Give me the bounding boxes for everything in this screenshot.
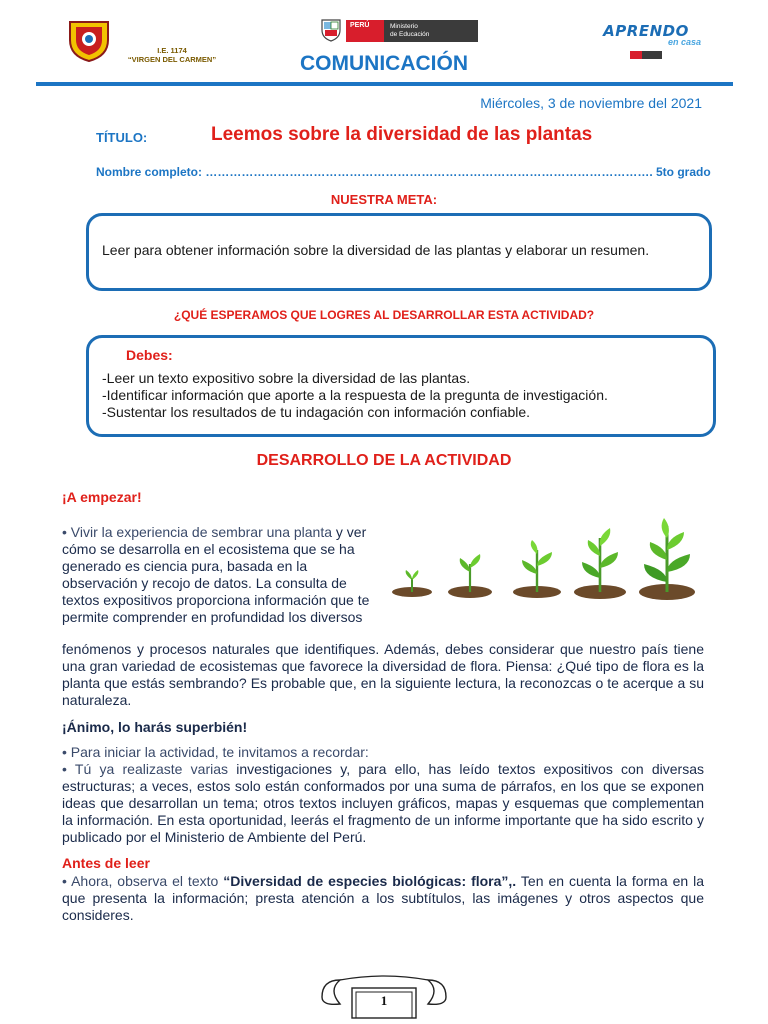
debes-item: -Leer un texto expositivo sobre la diversidad de las plantas. [102,370,471,386]
intro-paragraph-bottom: fenómenos y procesos naturales que identifiques. Además, debes considerar que nuestro país tiene una gran variedad de ecosistemas que favorece la diversidad de flora. Piensa: ¿Qué tipo de flora es la planta que estás sembrando? Es probable que, en la siguiente lectura, la reconozcas o te acerque a su naturaleza. [62,641,704,708]
debes-item: -Identificar información que aporte a la respuesta de la pregunta de investigación. [102,387,608,403]
aprendo-subtitle: en casa [667,37,701,47]
page-number: 1 [380,993,388,1008]
animo-heading: ¡Ánimo, lo harás superbién! [62,719,248,735]
meta-text: Leer para obtener información sobre la diversidad de las plantas y elaborar un resumen. [102,242,650,258]
desarrollo-heading: DESARROLLO DE LA ACTIVIDAD [256,452,512,469]
intro-paragraph-top [62,524,372,626]
intro-bullet: • Vivir la experiencia de sembrar una planta [62,524,333,540]
recordar-bullet: • Tú ya realizaste varias [62,761,229,777]
seedling-stage-2 [448,554,492,598]
minedu-country: PERÚ [346,20,384,42]
minedu-name-line1: Ministerio [390,23,418,30]
seedling-stage-1 [392,570,432,597]
school-name-text: “VIRGEN DEL CARMEN” [127,55,217,64]
seedling-stage-5 [639,518,695,600]
antes-text: Ten en cuenta la forma en la que presenta la información; presta atención a los subtítulos, las imágenes y otros aspectos que consideres. [62,873,705,923]
title-divider [36,82,733,86]
plant-growth-illustration [382,512,704,604]
minedu-name [384,20,478,42]
peru-shield-icon [320,18,342,42]
aprendo-title: APRENDO [603,22,689,40]
date: Miércoles, 3 de noviembre del 2021 [480,95,702,111]
meta-heading: NUESTRA META: [330,192,438,207]
empezar-heading: ¡A empezar! [62,489,142,505]
debes-item: -Sustentar los resultados de tu indagación con información confiable. [102,404,531,420]
seedling-stage-4 [574,528,626,599]
text-title-reference: “Diversidad de especies biológicas: flora”,. [223,873,517,889]
titulo-label: TÍTULO: [96,130,148,145]
recordar-paragraph [62,744,704,846]
seedling-stage-3 [513,540,561,598]
esperamos-heading: ¿QUÉ ESPERAMOS QUE LOGRES AL DESARROLLAR ESTA ACTIVIDAD? [173,308,595,322]
minedu-name-line2: de Educación [390,31,430,38]
debes-label: Debes: [126,347,173,363]
intro-text-a: y ver cómo se desarrolla en el ecosistema que se ha generado es ciencia pura, basada en la observación y recojo de datos. La consulta de textos expositivos proporciona información que te permite comprender en profundidad los diversos [62,524,370,625]
recordar-text: investigaciones y, para ello, has leído textos expositivos con diversas estructuras; a veces, estos solo están conformados por una suma de párrafos, en los que se exponen ideas que desarrollan un tema; otros textos incluyen gráficos, mapas y esquemas que complementan la información. En esta oportunidad, leerás el fragmento de un informe importante que ha sido escrito y publicado por el Ministerio de Ambiente del Perú. [62,761,705,845]
recordar-intro: • Para iniciar la actividad, te invitamos a recordar: [62,744,369,760]
antes-heading: Antes de leer [62,855,150,871]
subject-title: COMUNICACIÓN [300,52,468,75]
debes-list [102,370,608,421]
nombre-field: Nombre completo: …………………………………………………………………………………………………. 5to grado [96,165,711,179]
activity-title: Leemos sobre la diversidad de las plantas [211,124,593,145]
antes-bullet: • Ahora, observa el texto [62,873,219,889]
school-number: I.E. 1174 [157,46,187,55]
antes-paragraph [62,873,704,924]
